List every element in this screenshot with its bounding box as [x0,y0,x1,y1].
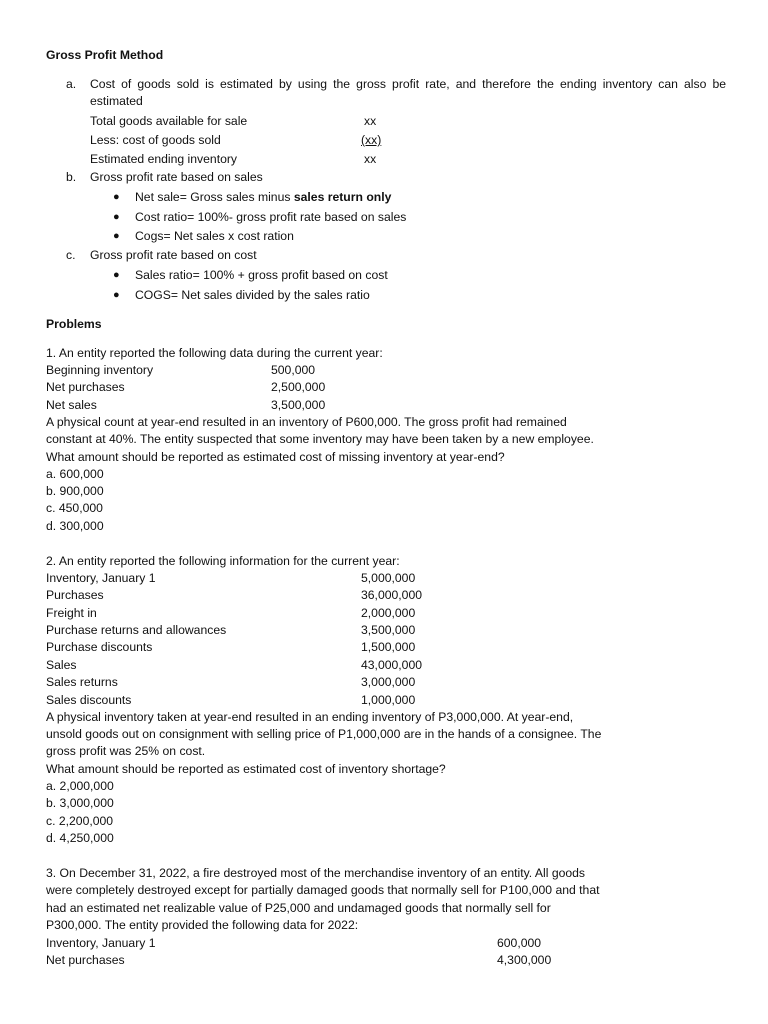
problem-text-line: were completely destroyed except for partially damaged goods that normally sell for P100,000 and that [46,883,600,897]
page-title: Gross Profit Method [46,48,164,62]
problem-text-line: had an estimated net realizable value of P25,000 and undamaged goods that normally sell for [46,901,551,915]
data-row-value: 36,000,000 [361,588,422,602]
choice-d: d. 300,000 [46,519,104,533]
problem-text-line: P300,000. The entity provided the following data for 2022: [46,918,359,932]
data-row-value: 43,000,000 [361,658,422,672]
data-row-value: 4,300,000 [497,953,552,967]
bullet-icon: ● [113,230,120,242]
data-row-value: 500,000 [271,363,316,377]
data-row-value: 3,000,000 [361,675,416,689]
data-row-label: Beginning inventory [46,363,154,377]
bullet-icon: ● [113,289,120,301]
problem-text-line: A physical count at year-end resulted in an inventory of P600,000. The gross profit had remained [46,415,567,429]
calc-row-value: xx [364,114,377,128]
choice-c: c. 2,200,000 [46,814,114,828]
calc-row-value: xx [364,152,377,166]
data-row-label: Net sales [46,398,97,412]
bullet-icon: ● [113,269,120,281]
calc-row-label: Total goods available for sale [90,114,248,128]
choice-a: a. 2,000,000 [46,779,114,793]
choice-c: c. 450,000 [46,501,103,515]
bullet-icon: ● [113,211,120,223]
data-row-label: Sales discounts [46,693,132,707]
calc-row-label: Less: cost of goods sold [90,133,221,147]
calc-row-label: Estimated ending inventory [90,152,238,166]
bullet-text: Sales ratio= 100% + gross profit based on cost [135,268,388,282]
data-row-label: Purchases [46,588,104,602]
data-row-label: Sales returns [46,675,118,689]
data-row-value: 2,500,000 [271,380,326,394]
problem-2-intro: 2. An entity reported the following information for the current year: [46,554,400,568]
choice-a: a. 600,000 [46,467,104,481]
bullet-icon: ● [113,191,120,203]
item-b-text: Gross profit rate based on sales [90,170,263,184]
data-row-value: 3,500,000 [271,398,326,412]
bullet-text: Cost ratio= 100%- gross profit rate based on sales [135,210,407,224]
problem-text-line: constant at 40%. The entity suspected that some inventory may have been taken by a new employee. [46,432,594,446]
problem-text-line: 3. On December 31, 2022, a fire destroyed most of the merchandise inventory of an entity. All goods [46,866,586,880]
data-row-value: 600,000 [497,936,542,950]
problem-1-intro: 1. An entity reported the following data during the current year: [46,346,383,360]
item-c-marker: c. [66,248,76,262]
choice-d: d. 4,250,000 [46,831,114,845]
data-row-value: 5,000,000 [361,571,416,585]
data-row-label: Purchase returns and allowances [46,623,227,637]
calc-row-value: (xx) [361,133,382,147]
data-row-value: 1,000,000 [361,693,416,707]
item-a-marker: a. [66,77,77,91]
data-row-label: Sales [46,658,77,672]
data-row-label: Net purchases [46,380,125,394]
problem-text-line: A physical inventory taken at year-end resulted in an ending inventory of P3,000,000. At year-end, [46,710,574,724]
choice-b: b. 3,000,000 [46,796,114,810]
problem-text-line: What amount should be reported as estimated cost of inventory shortage? [46,762,446,776]
problem-text-line: What amount should be reported as estimated cost of missing inventory at year-end? [46,450,505,464]
problems-heading: Problems [46,317,102,331]
data-row-label: Net purchases [46,953,125,967]
choice-b: b. 900,000 [46,484,104,498]
problem-text-line: gross profit was 25% on cost. [46,744,206,758]
data-row-label: Freight in [46,606,97,620]
item-a-text: Cost of goods sold is estimated by using the gross profit rate, and therefore the ending inventory can also be estimated [90,77,726,109]
data-row-value: 1,500,000 [361,640,416,654]
data-row-value: 2,000,000 [361,606,416,620]
item-b-marker: b. [66,170,77,184]
data-row-value: 3,500,000 [361,623,416,637]
data-row-label: Inventory, January 1 [46,936,156,950]
data-row-label: Inventory, January 1 [46,571,156,585]
bullet-text: Cogs= Net sales x cost ration [135,229,294,243]
bullet-text: Net sale= Gross sales minus sales return only [135,190,392,204]
bullet-text: COGS= Net sales divided by the sales ratio [135,288,370,302]
problem-text-line: unsold goods out on consignment with selling price of P1,000,000 are in the hands of a consignee. The [46,727,602,741]
data-row-label: Purchase discounts [46,640,153,654]
item-c-text: Gross profit rate based on cost [90,248,257,262]
